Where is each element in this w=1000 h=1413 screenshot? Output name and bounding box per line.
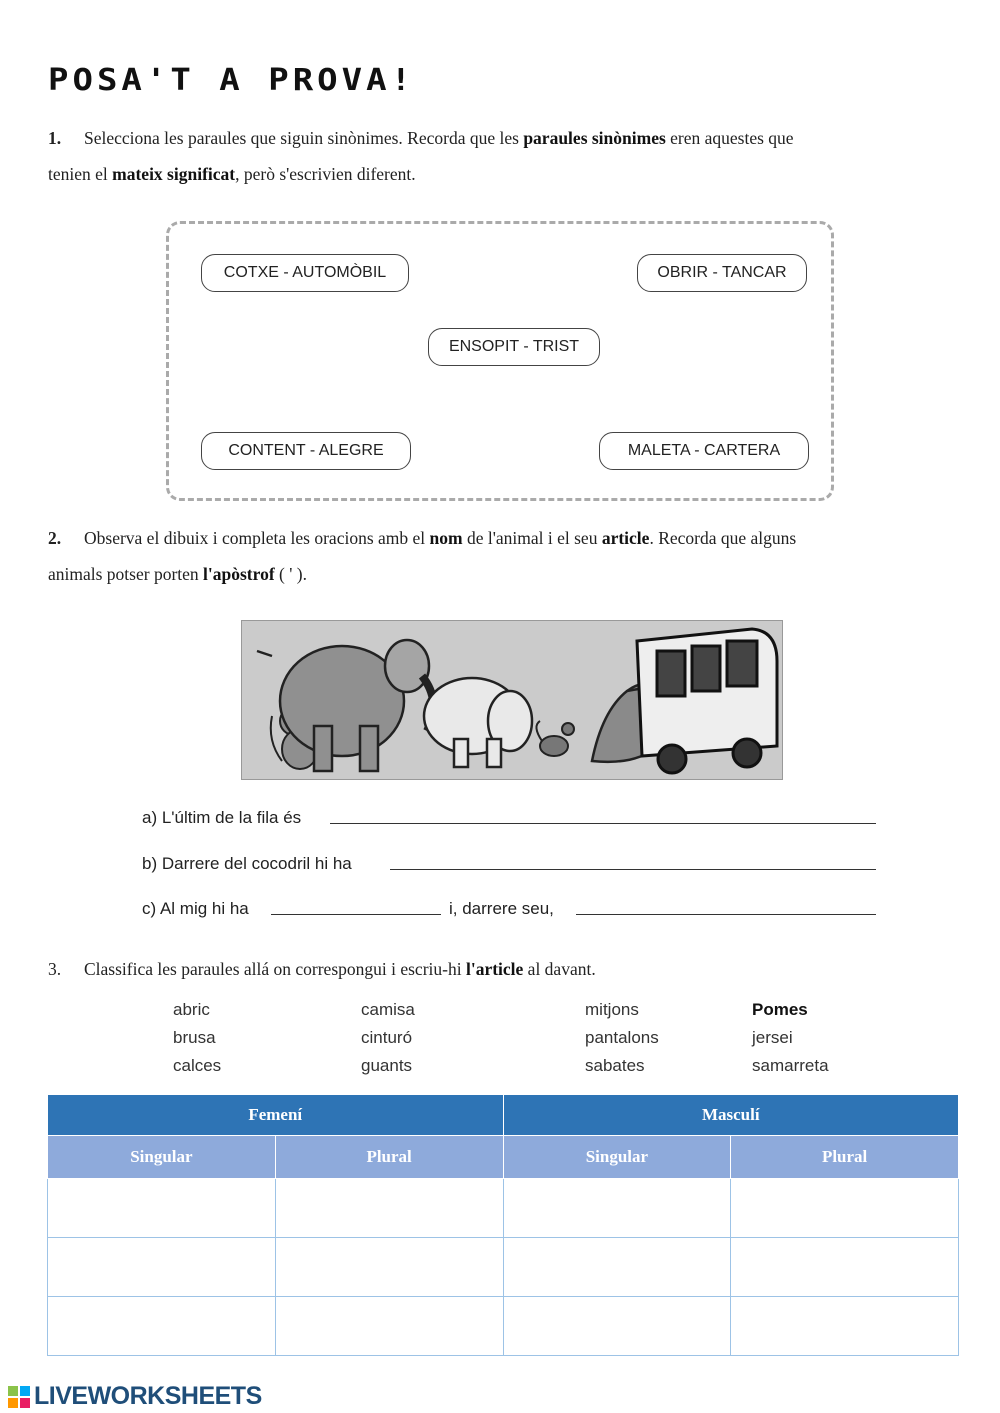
word-item[interactable]: calces (173, 1056, 222, 1075)
answer-blank-a[interactable] (330, 823, 876, 824)
table-cell[interactable] (731, 1179, 959, 1238)
header-masc-singular: Singular (503, 1136, 731, 1179)
table-cell[interactable] (731, 1297, 959, 1356)
animals-drawing (242, 621, 783, 780)
table-cell[interactable] (275, 1297, 503, 1356)
table-group-header-row (48, 1095, 959, 1136)
page-title: POSA'T A PROVA! (48, 62, 416, 98)
word-column-1 (173, 996, 221, 1080)
word-item[interactable]: abric (173, 1000, 210, 1019)
question-2-text: 2. Observa el dibuix i completa les oracions amb el nom de l'animal i el seu article. Recorda que alguns animals potser porten l'apòstrof ( ' ). (48, 520, 963, 592)
classification-table (47, 1094, 959, 1356)
word-column-2 (361, 996, 415, 1080)
synonym-pair-ensopit[interactable]: ENSOPIT - TRIST (428, 328, 600, 366)
liveworksheets-logo (8, 1382, 262, 1411)
table-cell[interactable] (48, 1297, 276, 1356)
table-row (48, 1179, 959, 1238)
header-masc-plural: Plural (731, 1136, 959, 1179)
animals-illustration (241, 620, 783, 780)
bus-figure (637, 629, 777, 773)
synonym-pair-cotxe[interactable]: COTXE - AUTOMÒBIL (201, 254, 409, 292)
synonyms-box (166, 221, 834, 501)
word-item[interactable]: Pomes (752, 1000, 808, 1019)
word-item[interactable]: guants (361, 1056, 413, 1075)
table-cell[interactable] (275, 1238, 503, 1297)
word-item[interactable]: samarreta (752, 1056, 829, 1075)
synonym-pair-maleta[interactable]: MALETA - CARTERA (599, 432, 809, 470)
table-cell[interactable] (731, 1238, 959, 1297)
synonym-pair-content[interactable]: CONTENT - ALEGRE (201, 432, 411, 470)
header-femeni: Femení (48, 1095, 504, 1136)
table-row (48, 1238, 959, 1297)
table-cell[interactable] (503, 1179, 731, 1238)
sentence-c-part1: c) Al mig hi ha (142, 899, 249, 918)
sentence-a: a) L'últim de la fila és (142, 808, 302, 827)
table-cell[interactable] (503, 1238, 731, 1297)
question-2-number: 2. (48, 528, 62, 548)
table-cell[interactable] (48, 1179, 276, 1238)
question-1-number: 1. (48, 128, 62, 148)
answer-blank-c1[interactable] (271, 914, 441, 915)
word-item[interactable]: pantalons (585, 1028, 659, 1047)
word-column-4 (752, 996, 829, 1080)
word-item[interactable]: jersei (752, 1028, 793, 1047)
sentence-b: b) Darrere del cocodril hi ha (142, 854, 352, 873)
word-item[interactable]: mitjons (585, 1000, 639, 1019)
header-fem-plural: Plural (275, 1136, 503, 1179)
word-item[interactable]: camisa (361, 1000, 415, 1019)
header-fem-singular: Singular (48, 1136, 276, 1179)
word-item[interactable]: cinturó (361, 1028, 413, 1047)
table-subheader-row (48, 1136, 959, 1179)
table-cell[interactable] (503, 1297, 731, 1356)
table-cell[interactable] (48, 1238, 276, 1297)
word-item[interactable]: brusa (173, 1028, 216, 1047)
logo-text: LIVEWORKSHEETS (34, 1382, 262, 1410)
table-cell[interactable] (275, 1179, 503, 1238)
logo-icon (8, 1386, 30, 1408)
answer-blank-b[interactable] (390, 869, 876, 870)
word-column-3 (585, 996, 659, 1080)
answer-blank-c2[interactable] (576, 914, 876, 915)
word-item[interactable]: sabates (585, 1056, 645, 1075)
question-3-number: 3. (48, 959, 62, 979)
sentence-c-part2: i, darrere seu, (449, 899, 554, 918)
synonym-pair-obrir[interactable]: OBRIR - TANCAR (637, 254, 807, 292)
question-3-text: 3. Classifica les paraules allá on correspongui i escriu-hi l'article al davant. (48, 951, 963, 987)
header-masculi: Masculí (503, 1095, 959, 1136)
table-row (48, 1297, 959, 1356)
question-1-text: 1. Selecciona les paraules que siguin sinònimes. Recorda que les paraules sinònimes eren aquestes que tenien el mateix significat, però s'escrivien diferent. (48, 120, 963, 192)
